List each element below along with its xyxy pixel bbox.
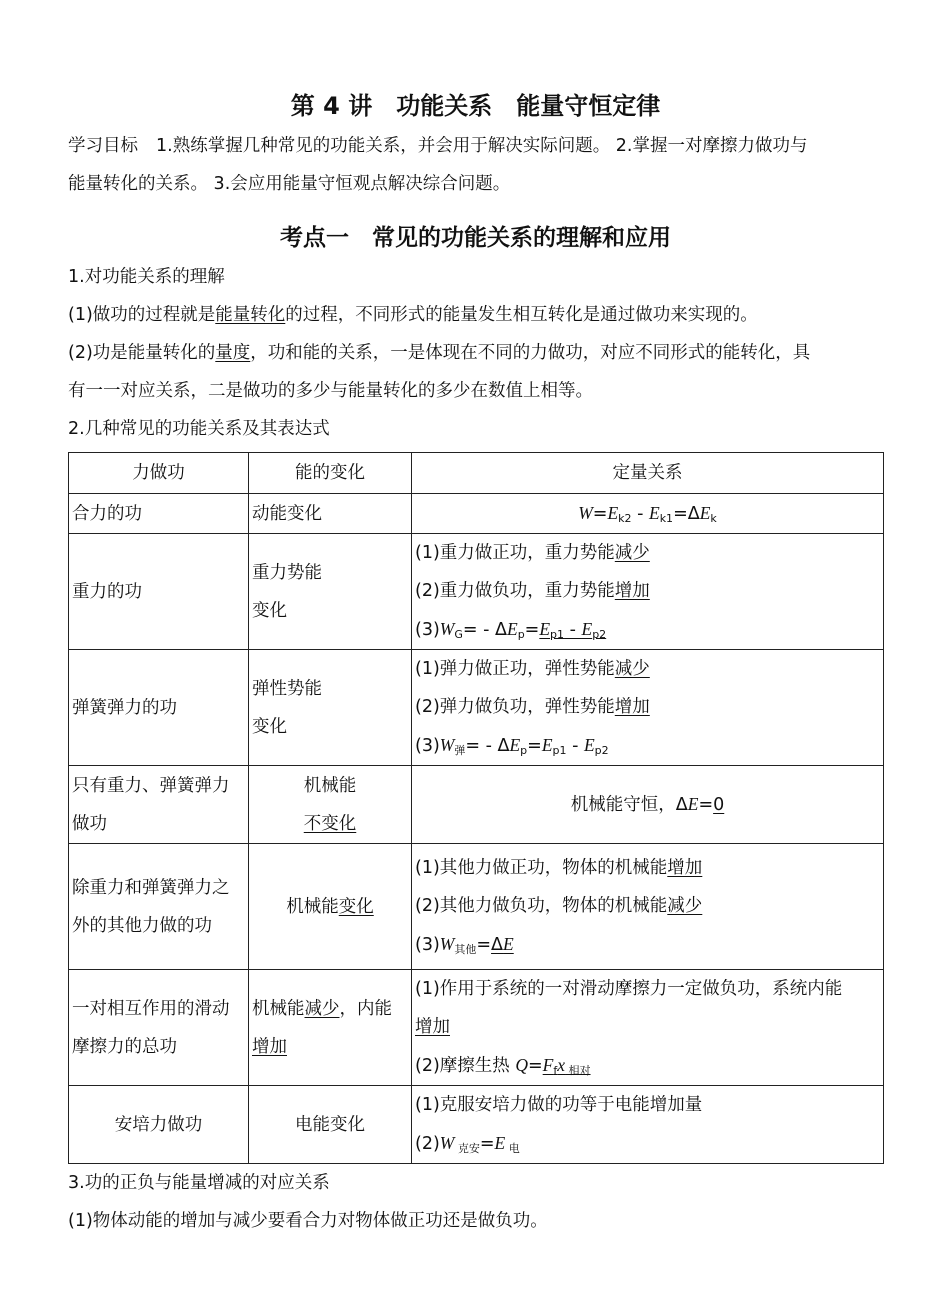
energy-cell: 机械能减少，内能 增加 (249, 970, 412, 1086)
force-cell: 合力的功 (69, 494, 249, 534)
section-heading: 考点一 常见的功能关系的理解和应用 (280, 225, 671, 251)
energy-cell: 电能变化 (249, 1086, 412, 1164)
formula-cell: $W=E_{k2} - E_{k1}=\Delta E_k$ (412, 494, 884, 534)
table-row (69, 534, 884, 650)
force-cell: 只有重力、弹簧弹力 做功 (69, 766, 249, 844)
energy-cell: 机械能 不变化 (249, 766, 412, 844)
energy-cell: 弹性势能 变化 (249, 650, 412, 766)
formula-cell: (1)弹力做正功，弹性势能减少 (2)弹力做负功，弹性势能增加 $(3)W_弹= - \Delta E_p=E_{p1} - E_{p2}$ (412, 650, 884, 766)
item3-title: 3.功的正负与能量增减的对应关系 (68, 1173, 330, 1193)
formula-cell: (1)作用于系统的一对滑动摩擦力一定做负功，系统内能 增加 (2)摩擦生热 $Q=F_fx$ $_{相对}$ (412, 970, 884, 1086)
table-header-row (69, 453, 884, 494)
page-title: 第 4 讲 功能关系 能量守恒定律 (290, 92, 661, 120)
formula-cell: (1)其他力做正功，物体的机械能增加 (2)其他力做负功，物体的机械能减少 $(3)W_{其他}=\Delta E$ (412, 844, 884, 970)
energy-cell: 重力势能 变化 (249, 534, 412, 650)
item1-title: 1.对功能关系的理解 (68, 267, 225, 287)
force-cell: 弹簧弹力的功 (69, 650, 249, 766)
learning-goals-line1: 1.熟练掌握几种常见的功能关系，并会用于解决实际问题。 2.掌握一对摩擦力做功与 (156, 136, 808, 156)
force-cell: 重力的功 (69, 534, 249, 650)
underlined-term: 量度 (215, 343, 251, 363)
table-header: 定量关系 (412, 453, 884, 494)
item2-title: 2.几种常见的功能关系及其表达式 (68, 419, 330, 439)
table-row (69, 1086, 884, 1164)
table-header: 能的变化 (249, 453, 412, 494)
learning-goals-line2: 能量转化的关系。 3.会应用能量守恒观点解决综合问题。 (68, 174, 511, 194)
document-page (68, 86, 883, 1240)
learning-goals (68, 127, 883, 203)
paragraph-3: (1)物体动能的增加与减少要看合力对物体做正功还是做负功。 (68, 1211, 548, 1231)
energy-cell: 机械能变化 (249, 844, 412, 970)
table-row (69, 844, 884, 970)
formula-cell: (1)重力做正功，重力势能减少 (2)重力做负功，重力势能增加 $(3)W_G= - \Delta E_p=E_{p1} - E_{p2}$ (412, 534, 884, 650)
underlined-term: 能量转化 (215, 305, 286, 325)
force-cell: 安培力做功 (69, 1086, 249, 1164)
table-row (69, 494, 884, 534)
energy-cell: 动能变化 (249, 494, 412, 534)
formula-cell: 机械能守恒，ΔE=0 (412, 766, 884, 844)
paragraph-2: (2)功是能量转化的量度，功和能的关系，一是体现在不同的力做功，对应不同形式的能转化，具 有一一对应关系，二是做功的多少与能量转化的多少在数值上相等。 (68, 343, 811, 401)
table-row (69, 650, 884, 766)
table-row (69, 766, 884, 844)
learning-goals-label: 学习目标 (68, 136, 138, 156)
paragraph-1: (1)做功的过程就是能量转化的过程，不同形式的能量发生相互转化是通过做功来实现的。 (68, 305, 758, 325)
table-header: 力做功 (69, 453, 249, 494)
force-cell: 除重力和弹簧弹力之 外的其他力做的功 (69, 844, 249, 970)
table-row (69, 970, 884, 1086)
work-energy-table (68, 452, 884, 1164)
formula-cell: (1)克服安培力做的功等于电能增加量 (2)W $_{克安}$=E $_电$ (412, 1086, 884, 1164)
force-cell: 一对相互作用的滑动 摩擦力的总功 (69, 970, 249, 1086)
